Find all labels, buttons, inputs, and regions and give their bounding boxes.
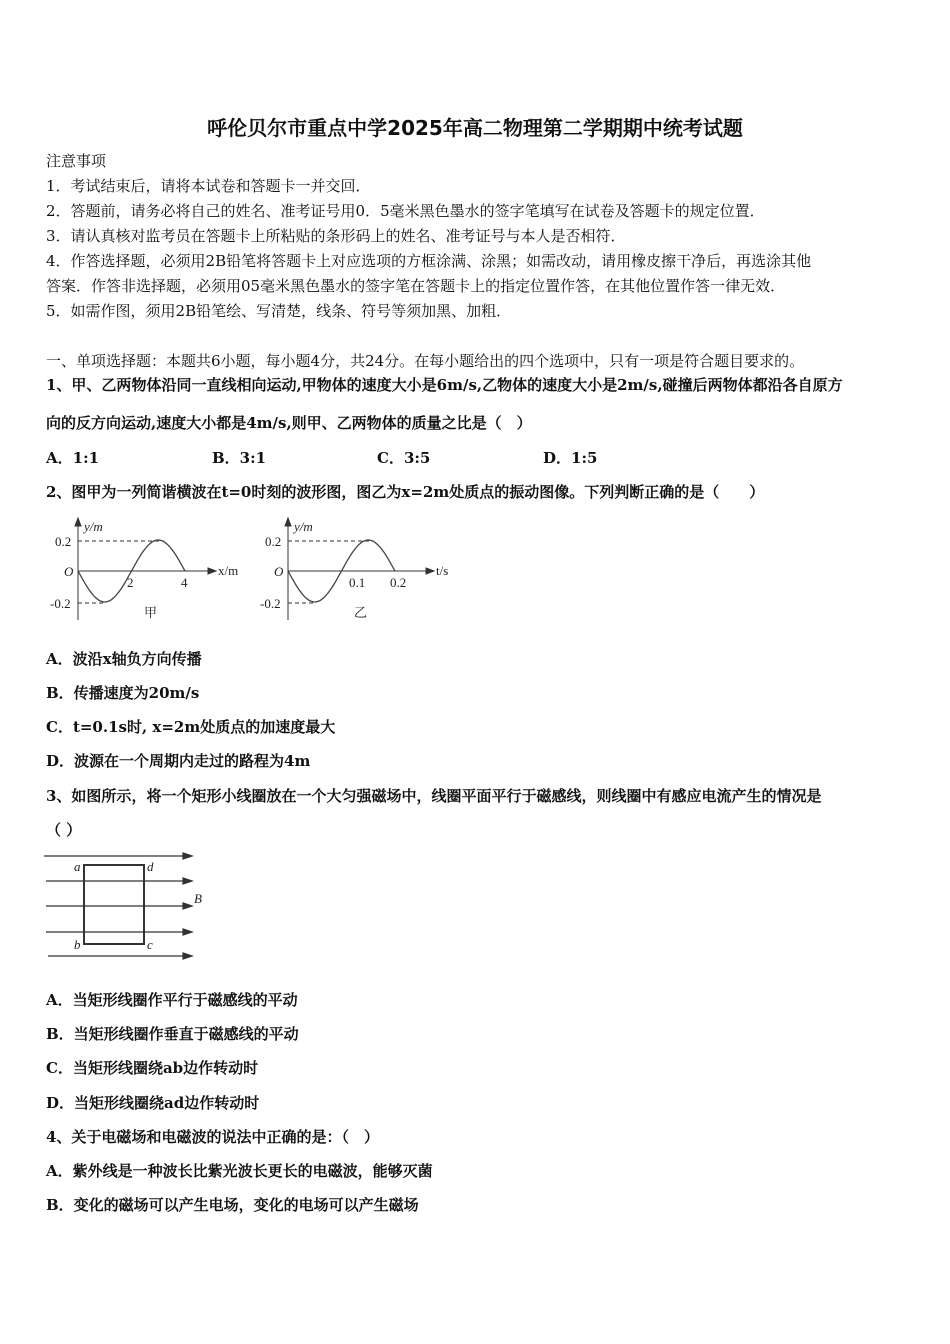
tick-label: 0.2	[265, 534, 282, 549]
q2-option-a: A．波沿x轴负方向传播	[46, 650, 202, 668]
note-item: 1．考试结束后，请将本试卷和答题卡一并交回．	[46, 177, 371, 195]
q1-option-d: D．1:5	[543, 449, 598, 467]
q3-option-a: A．当矩形线圈作平行于磁感线的平动	[46, 991, 298, 1009]
x-axis-label: x/m	[218, 563, 239, 578]
tick-label: -0.2	[50, 596, 71, 611]
note-item: 2．答题前，请务必将自己的姓名、准考证号用0．5毫米黑色墨水的签字笔填写在试卷及答题卡的规定位置．	[46, 202, 765, 220]
note-item: 4．作答选择题，必须用2B铅笔将答题卡上对应选项的方框涂满、涂黑；如需改动，请用橡皮擦干净后，再选涂其他	[46, 252, 812, 270]
origin-label: O	[274, 564, 284, 579]
y-axis-label: y/m	[84, 519, 103, 534]
figure-caption: 甲	[144, 605, 158, 620]
figure-caption: 乙	[354, 605, 368, 620]
section-heading: 一、单项选择题：本题共6小题，每小题4分，共24分。在每小题给出的四个选项中，只有一项是符合题目要求的。	[46, 352, 805, 370]
q2-wave-graph-jia	[40, 515, 250, 625]
q4-option-b: B．变化的磁场可以产生电场，变化的电场可以产生磁场	[46, 1196, 419, 1214]
tick-label: 0.2	[55, 534, 72, 549]
notes-heading: 注意事项	[46, 152, 107, 170]
label-c: c	[147, 937, 153, 952]
label-b: b	[74, 937, 81, 952]
tick-label: 2	[127, 575, 134, 590]
q1-option-b: B．3:1	[212, 449, 267, 467]
tick-label: -0.2	[260, 596, 281, 611]
note-item: 5．如需作图，须用2B铅笔绘、写清楚，线条、符号等须加黑、加粗．	[46, 302, 512, 320]
q3-option-d: D．当矩形线圈绕ad边作转动时	[46, 1094, 260, 1112]
note-item: 答案．作答非选择题，必须用05毫米黑色墨水的签字笔在答题卡上的指定位置作答，在其他位置作答一律无效．	[46, 277, 786, 295]
q3-stem: 3、如图所示，将一个矩形小线圈放在一个大匀强磁场中，线圈平面平行于磁感线，则线圈中有感应电流产生的情况是	[46, 787, 822, 805]
q1-option-c: C．3:5	[377, 449, 431, 467]
q3-coil-in-field-figure	[42, 848, 212, 963]
q3-paren: （ ）	[46, 821, 82, 839]
q4-stem: 4、关于电磁场和电磁波的说法中正确的是：（ ）	[46, 1128, 379, 1146]
q1-stem-line2: 向的反方向运动,速度大小都是4m/s,则甲、乙两物体的质量之比是（ ）	[46, 414, 532, 432]
label-B: B	[194, 891, 202, 906]
q3-option-b: B．当矩形线圈作垂直于磁感线的平动	[46, 1025, 299, 1043]
q1-stem-line1: 1、甲、乙两物体沿同一直线相向运动,甲物体的速度大小是6m/s,乙物体的速度大小是2m/s,碰撞后两物体都沿各自原方	[46, 376, 843, 394]
origin-label: O	[64, 564, 74, 579]
page-title: 呼伦贝尔市重点中学2025年高二物理第二学期期中统考试题	[207, 116, 743, 140]
q2-stem: 2、图甲为一列简谐横波在t=0时刻的波形图，图乙为x=2m处质点的振动图像。下列判断正确的是（ ）	[46, 483, 765, 501]
q2-vibration-graph-yi	[250, 515, 460, 625]
tick-label: 0.1	[349, 575, 366, 590]
q2-option-c: C．t=0.1s时, x=2m处质点的加速度最大	[46, 718, 336, 736]
x-axis-label: t/s	[436, 563, 449, 578]
y-axis-label: y/m	[294, 519, 313, 534]
label-a: a	[74, 859, 81, 874]
q2-option-b: B．传播速度为20m/s	[46, 684, 200, 702]
q3-option-c: C．当矩形线圈绕ab边作转动时	[46, 1059, 259, 1077]
label-d: d	[147, 859, 154, 874]
note-item: 3．请认真核对监考员在答题卡上所粘贴的条形码上的姓名、准考证号与本人是否相符．	[46, 227, 626, 245]
q2-option-d: D．波源在一个周期内走过的路程为4m	[46, 752, 311, 770]
tick-label: 0.2	[390, 575, 407, 590]
q1-option-a: A．1:1	[46, 449, 100, 467]
q4-option-a: A．紫外线是一种波长比紫光波长更长的电磁波，能够灭菌	[46, 1162, 433, 1180]
tick-label: 4	[181, 575, 188, 590]
